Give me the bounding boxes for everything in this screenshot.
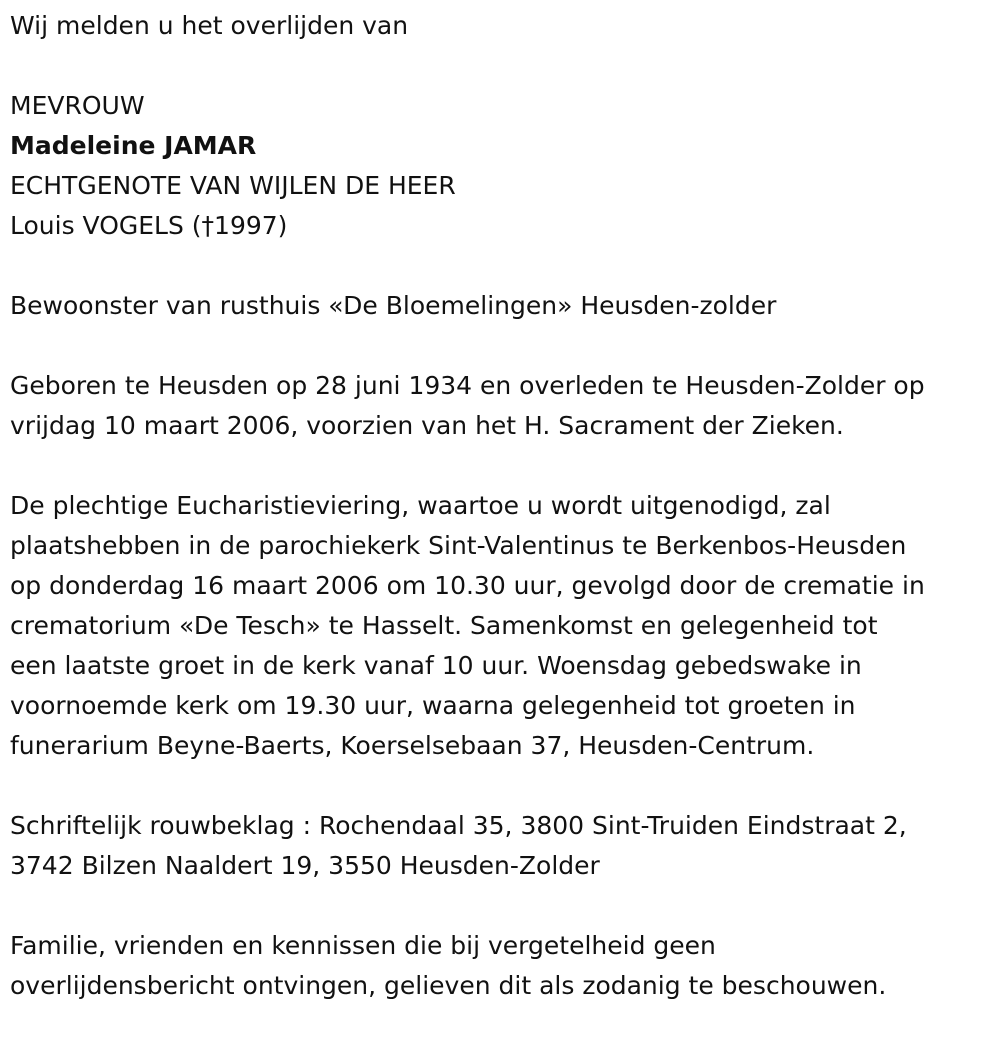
paragraph-line: voornoemde kerk om 19.30 uur, waarna gelegenheid tot groeten in — [10, 691, 856, 720]
residence-text: Bewoonster van rusthuis «De Bloemelingen» Heusden-zolder — [10, 291, 777, 320]
spacer — [10, 766, 995, 806]
paragraph-line: Geboren te Heusden op 28 juni 1934 en overleden te Heusden-Zolder op — [10, 371, 925, 400]
closing-paragraph — [10, 926, 995, 1006]
birth-death-paragraph — [10, 366, 995, 446]
spacer — [10, 446, 995, 486]
paragraph-line: overlijdensbericht ontvingen, gelieven dit als zodanig te beschouwen. — [10, 971, 887, 1000]
paragraph-line: op donderdag 16 maart 2006 om 10.30 uur, gevolgd door de crematie in — [10, 571, 925, 600]
intro-text: Wij melden u het overlijden van — [10, 11, 409, 40]
spacer — [10, 246, 995, 286]
paragraph-line: crematorium «De Tesch» te Hasselt. Samenkomst en gelegenheid tot — [10, 611, 878, 640]
relation-text: ECHTGENOTE VAN WIJLEN DE HEER — [10, 171, 456, 200]
honorific: MEVROUW — [10, 91, 145, 120]
paragraph-line: Schriftelijk rouwbeklag : Rochendaal 35, 3800 Sint-Truiden Eindstraat 2, — [10, 811, 907, 840]
paragraph-line: een laatste groet in de kerk vanaf 10 uur. Woensdag gebedswake in — [10, 651, 862, 680]
paragraph-line: funerarium Beyne-Baerts, Koerselsebaan 37, Heusden-Centrum. — [10, 731, 815, 760]
funeral-paragraph — [10, 486, 995, 766]
spacer — [10, 326, 995, 366]
paragraph-line: 3742 Bilzen Naaldert 19, 3550 Heusden-Zolder — [10, 851, 600, 880]
deceased-name: Madeleine JAMAR — [10, 131, 257, 160]
paragraph-line: plaatshebben in de parochiekerk Sint-Valentinus te Berkenbos-Heusden — [10, 531, 907, 560]
paragraph-line: Familie, vrienden en kennissen die bij vergetelheid geen — [10, 931, 716, 960]
paragraph-line: De plechtige Eucharistieviering, waartoe u wordt uitgenodigd, zal — [10, 491, 831, 520]
condolence-paragraph — [10, 806, 995, 886]
spouse-name: Louis VOGELS (†1997) — [10, 211, 288, 240]
spacer — [10, 46, 995, 86]
death-notice — [10, 6, 995, 1006]
spacer — [10, 886, 995, 926]
paragraph-line: vrijdag 10 maart 2006, voorzien van het H. Sacrament der Zieken. — [10, 411, 844, 440]
